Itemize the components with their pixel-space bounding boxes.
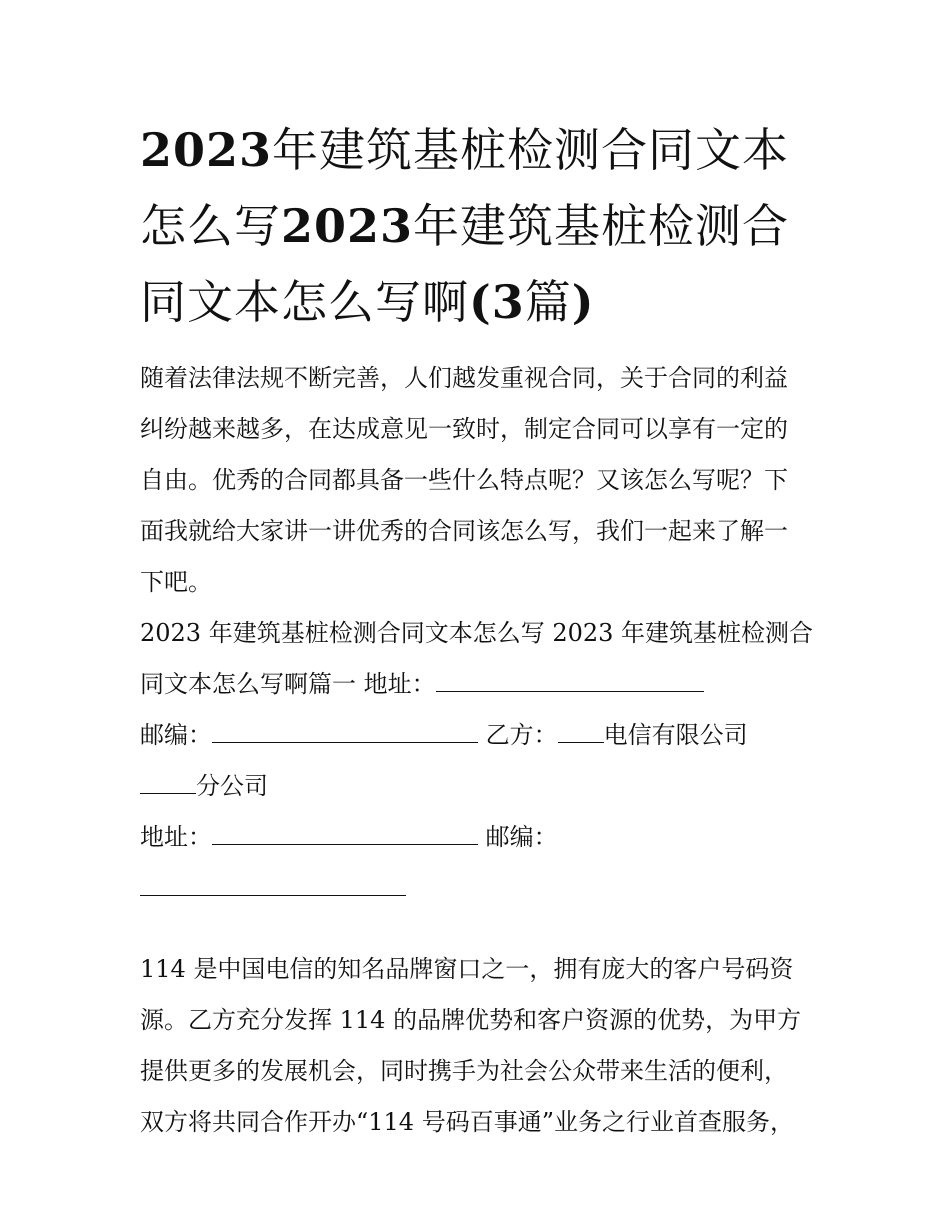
postcode-party-b-line [140, 710, 820, 761]
intro-line: 面我就给大家讲一讲优秀的合同该怎么写，我们一起来了解一 [140, 517, 788, 545]
section-heading-continued: 同文本怎么写啊篇一 地址： [140, 670, 436, 698]
title-year-1: 2023 [140, 123, 273, 177]
party-b-label: 乙方： [485, 721, 558, 749]
branch-line [140, 761, 820, 812]
intro-line: 下吧。 [140, 568, 212, 596]
party-b-company: 电信有限公司 [603, 721, 748, 749]
intro-line: 自由。优秀的合同都具备一些什么特点呢？又该怎么写呢？下 [140, 466, 788, 494]
postcode-blank [212, 741, 478, 743]
intro-line: 随着法律法规不断完善，人们越发重视合同，关于合同的利益 [140, 364, 788, 392]
intro-line: 纠纷越来越多，在达成意见一致时，制定合同可以享有一定的 [140, 415, 788, 443]
title-part-3: 篇 [524, 275, 572, 329]
title-part-1: 年建筑基桩检测合同文本怎么写 [140, 123, 790, 253]
body-paragraph [140, 944, 820, 1148]
intro-paragraph [140, 353, 820, 608]
title-paren-count: (3 [469, 275, 525, 329]
postcode-label: 邮编： [140, 721, 212, 749]
body-line: 源。乙方充分发挥 114 的品牌优势和客户资源的优势，为甲方 [140, 1006, 802, 1034]
party-b-blank [558, 741, 604, 743]
paragraph-gap [140, 914, 820, 944]
postcode-label-2: 邮编： [485, 823, 558, 851]
branch-blank [140, 792, 196, 794]
postcode-blank-2 [140, 894, 406, 896]
document-title [140, 112, 820, 340]
address-label: 地址： [140, 823, 212, 851]
document-body [140, 353, 820, 1148]
title-close-paren: ) [571, 275, 595, 329]
body-line: 提供更多的发展机会，同时携手为社会公众带来生活的便利， [140, 1057, 788, 1085]
address-blank-2 [212, 843, 478, 845]
address-postcode-line [140, 812, 820, 863]
branch-label: 分公司 [196, 772, 268, 800]
address-blank [436, 690, 704, 692]
contract-header [140, 608, 820, 914]
body-line: 114 是中国电信的知名品牌窗口之一，拥有庞大的客户号码资 [140, 955, 794, 983]
section-heading-line: 2023 年建筑基桩检测合同文本怎么写 2023 年建筑基桩检测合 [140, 619, 814, 647]
address-line [140, 659, 820, 710]
title-year-2: 2023 [281, 199, 414, 253]
title-part-2: 年建筑基桩检测合同文本怎么写啊 [140, 199, 790, 329]
body-line: 双方将共同合作开办“114 号码百事通”业务之行业首查服务， [140, 1108, 794, 1136]
postcode-blank-line [140, 863, 820, 914]
